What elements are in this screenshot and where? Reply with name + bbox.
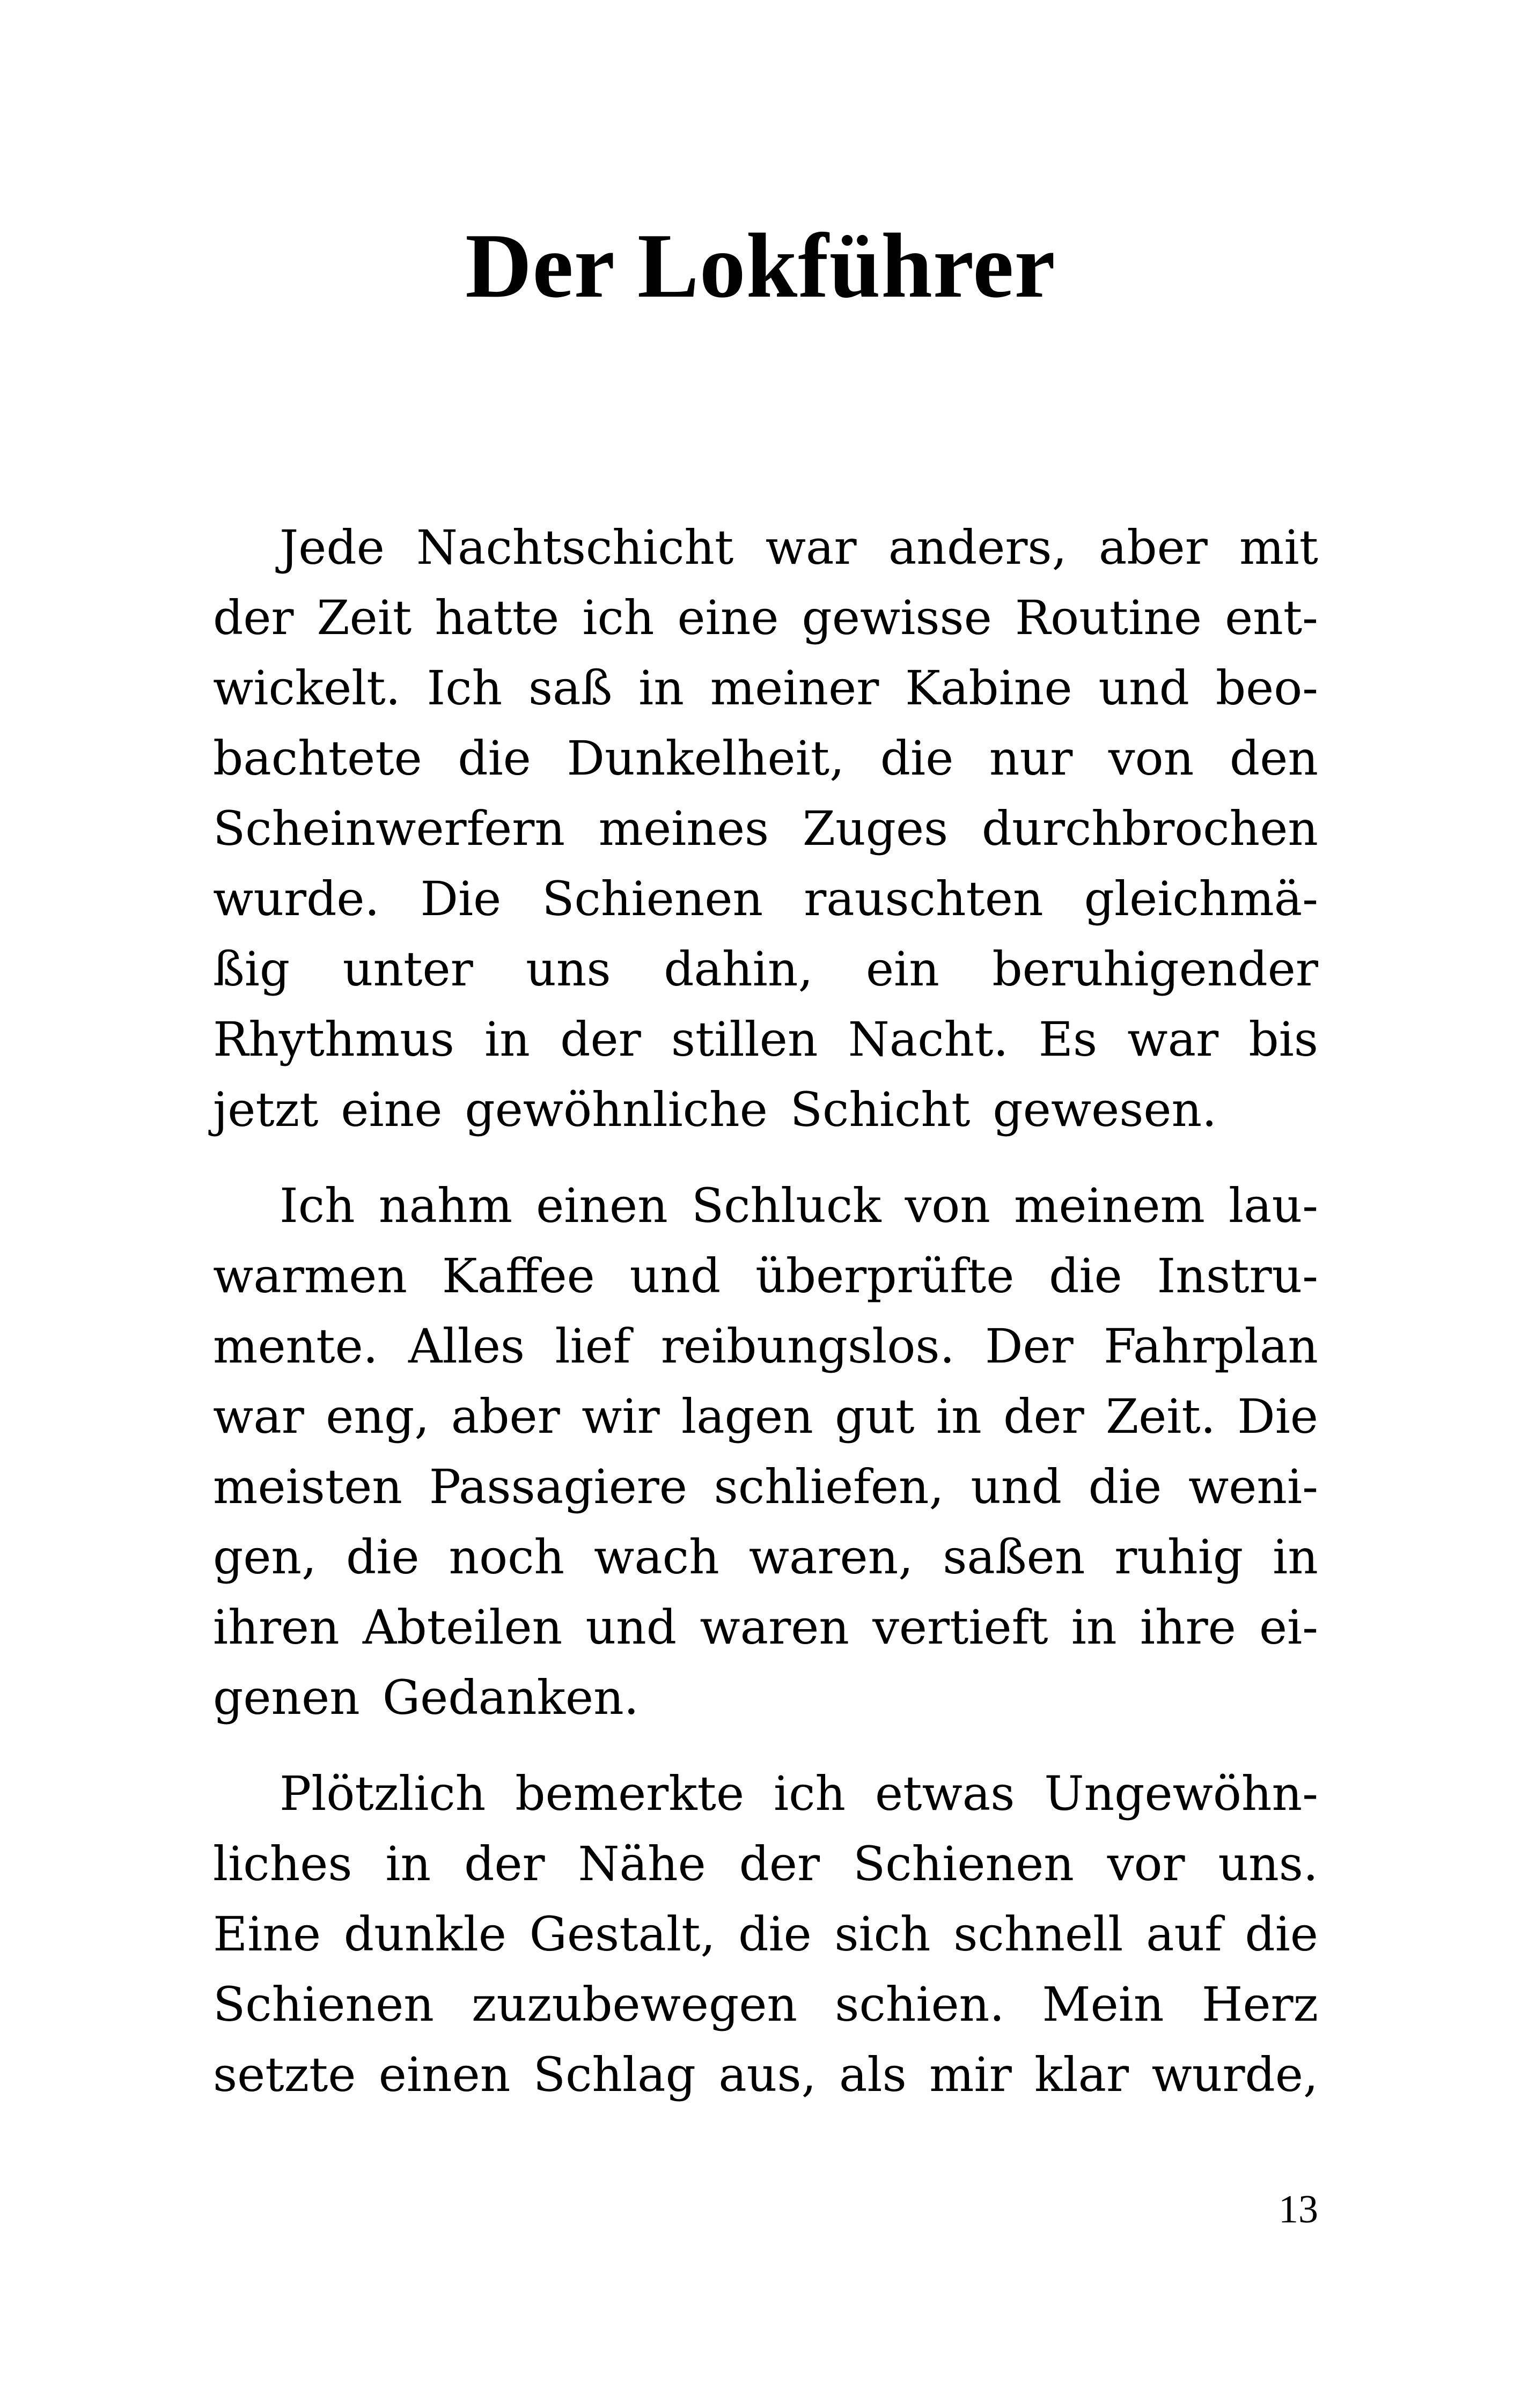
text-line: Plötzlich bemerkte ich etwas Ungewöhn- [280,1766,1318,1821]
text-line: Ich nahm einen Schluck von meinem lau- [280,1178,1318,1233]
text-line: Eine dunkle Gestalt, die sich schnell auf die [213,1906,1318,1962]
text-line: ihren Abteilen und waren vertieft in ihre ei- [213,1600,1318,1655]
text-line: wickelt. Ich saß in meiner Kabine und beo- [213,660,1318,716]
text-line: liches in der Nähe der Schienen vor uns. [213,1836,1318,1891]
page-number: 13 [1278,2188,1318,2232]
text-line: mente. Alles lief reibungslos. Der Fahrplan [213,1319,1318,1374]
text-line: Scheinwerfern meines Zuges durchbrochen [213,801,1318,856]
text-line: Rhythmus in der stillen Nacht. Es war bis [213,1012,1318,1067]
paragraph [213,1758,1318,2110]
text-line: jetzt eine gewöhnliche Schicht gewesen. [213,1082,1217,1137]
text-line: meisten Passagiere schliefen, und die weni- [213,1459,1318,1514]
text-line: ßig unter uns dahin, ein beruhigender [213,941,1318,997]
chapter-title: Der Lokführer [465,215,1056,317]
text-line: genen Gedanken. [213,1670,639,1725]
text-line: der Zeit hatte ich eine gewisse Routine ent- [213,590,1318,645]
text-line: setzte einen Schlag aus, als mir klar wurde, [213,2047,1318,2102]
text-line: Jede Nachtschicht war anders, aber mit [280,520,1318,575]
text-line: gen, die noch wach waren, saßen ruhig in [213,1529,1318,1585]
paragraph [213,1170,1318,1733]
body-text [213,512,1318,2135]
text-line: wurde. Die Schienen rauschten gleichmä- [213,871,1318,926]
paragraph [213,512,1318,1145]
text-line: warmen Kaffee und überprüfte die Instru- [213,1248,1318,1304]
text-line: war eng, aber wir lagen gut in der Zeit. Die [213,1389,1318,1444]
text-line: Schienen zuzubewegen schien. Mein Herz [213,1977,1318,2032]
text-line: bachtete die Dunkelheit, die nur von den [213,731,1318,786]
